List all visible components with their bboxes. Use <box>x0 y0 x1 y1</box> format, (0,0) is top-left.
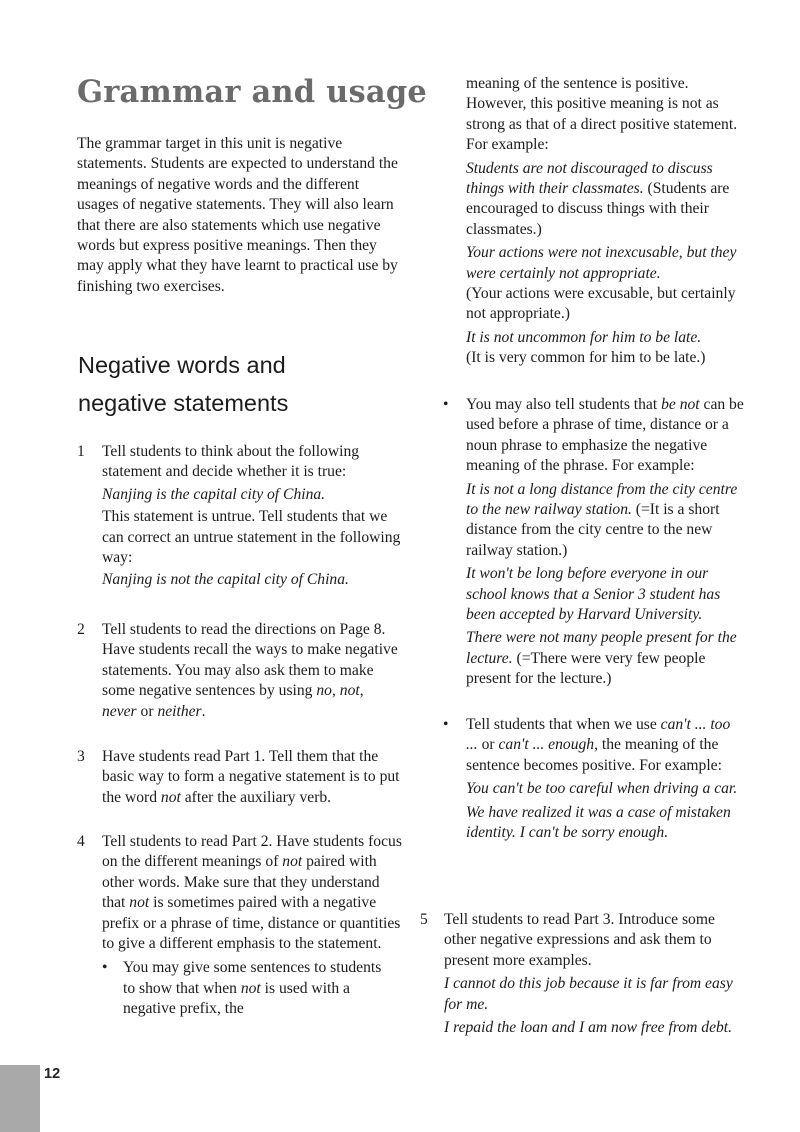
section-heading <box>78 346 408 422</box>
example-sentence: Nanjing is the capital city of China. <box>102 485 326 503</box>
example-sentence: I repaid the loan and I am now free from debt. <box>444 1019 733 1037</box>
item-text: This statement is untrue. Tell students that we can correct an untrue statement in the following way: <box>102 508 401 567</box>
item-number: 2 <box>77 621 85 638</box>
item-number: 1 <box>77 443 85 460</box>
item-text: Tell students to read Part 3. Introduce some other negative expressions and ask them to present more examples. <box>444 911 715 969</box>
item-number: 3 <box>77 748 85 765</box>
item-text: Tell students to think about the following statement and decide whether it is true: <box>102 443 360 481</box>
item-text: Have students read Part 1. Tell them that the basic way to form a negative statement is to put the word not after the auxiliary verb. <box>102 748 400 806</box>
item-number: 5 <box>420 911 428 928</box>
bullet-icon: • <box>102 959 108 977</box>
example-sentence: It won't be long before everyone in our school knows that a Senior 3 student has been accepted by Harvard University. <box>466 565 721 624</box>
bullet-text: You may also tell students that be not can be used before a phrase of time, distance or a noun phrase to emphasize the negative meaning of the phrase. For example: <box>466 396 744 475</box>
page-title: Grammar and usage <box>77 74 427 110</box>
example-sentence: You can't be too careful when driving a car. <box>466 780 738 798</box>
example-block: Your actions were not inexcusable, but they were certainly not appropriate. (Your actions were excusable, but certainly not appropriate.) <box>466 244 737 323</box>
list-item-2 <box>77 620 402 722</box>
section-heading-line-2: negative statements <box>78 390 289 416</box>
example-sentence: We have realized it was a case of mistaken identity. I can't be sorry enough. <box>466 803 731 842</box>
item-text: Tell students to read Part 2. Have students focus on the different meanings of not paired with other words. Make sure that they understand that not is sometimes paired with a negative prefix or a phrase of time, distance or quantities to give a different emphasis to the statement. <box>102 833 402 953</box>
item-number: 4 <box>77 833 85 850</box>
bullet-item-3 <box>443 715 748 843</box>
bullet-icon: • <box>443 396 449 413</box>
page-tab-marker <box>0 1065 40 1132</box>
example-block: It is not a long distance from the city centre to the new railway station. (=It is a short distance from the city centre to the new railway station.) <box>466 480 738 559</box>
example-block: It is not uncommon for him to be late. (It is very common for him to be late.) <box>466 328 706 367</box>
page-number: 12 <box>44 1066 61 1082</box>
continued-text: meaning of the sentence is positive. However, this positive meaning is not as strong as that of a direct positive statement. For example: <box>466 75 738 154</box>
list-item-3 <box>77 747 402 808</box>
list-item-1 <box>77 442 402 591</box>
intro-paragraph: The grammar target in this unit is negative statements. Students are expected to understand the meanings of negative words and the different usages of negative statements. They will also learn that there are also statements which use negative words but express positive meanings. Then they may apply what they have learnt to practical use by finishing two exercises. <box>77 135 398 295</box>
item-text: Tell students to read the directions on Page 8. Have students recall the ways to make negative statements. You may also ask them to make some negative sentences by using no, not, never or neither. <box>102 621 398 720</box>
right-column <box>466 74 746 369</box>
bullet-text: Tell students that when we use can't ... too ... or can't ... enough, the meaning of the sentence becomes positive. For example: <box>466 716 731 774</box>
bullet-icon: • <box>443 716 449 733</box>
example-sentence: I cannot do this job because it is far from easy for me. <box>444 975 733 1013</box>
example-block: There were not many people present for the lecture. (=There were very few people present for the lecture.) <box>466 629 737 688</box>
bullet-item-2 <box>443 395 748 690</box>
example-block: Students are not discouraged to discuss things with their classmates. (Students are encouraged to discuss things with their classmates.) <box>466 159 730 238</box>
example-sentence: Nanjing is not the capital city of China. <box>102 571 349 589</box>
list-item-5 <box>420 910 748 1038</box>
bullet-text: You may give some sentences to students to show that when not is used with a negative prefix, the <box>123 959 382 1018</box>
list-item-4 <box>77 832 402 1020</box>
section-heading-line-1: Negative words and <box>78 352 286 378</box>
